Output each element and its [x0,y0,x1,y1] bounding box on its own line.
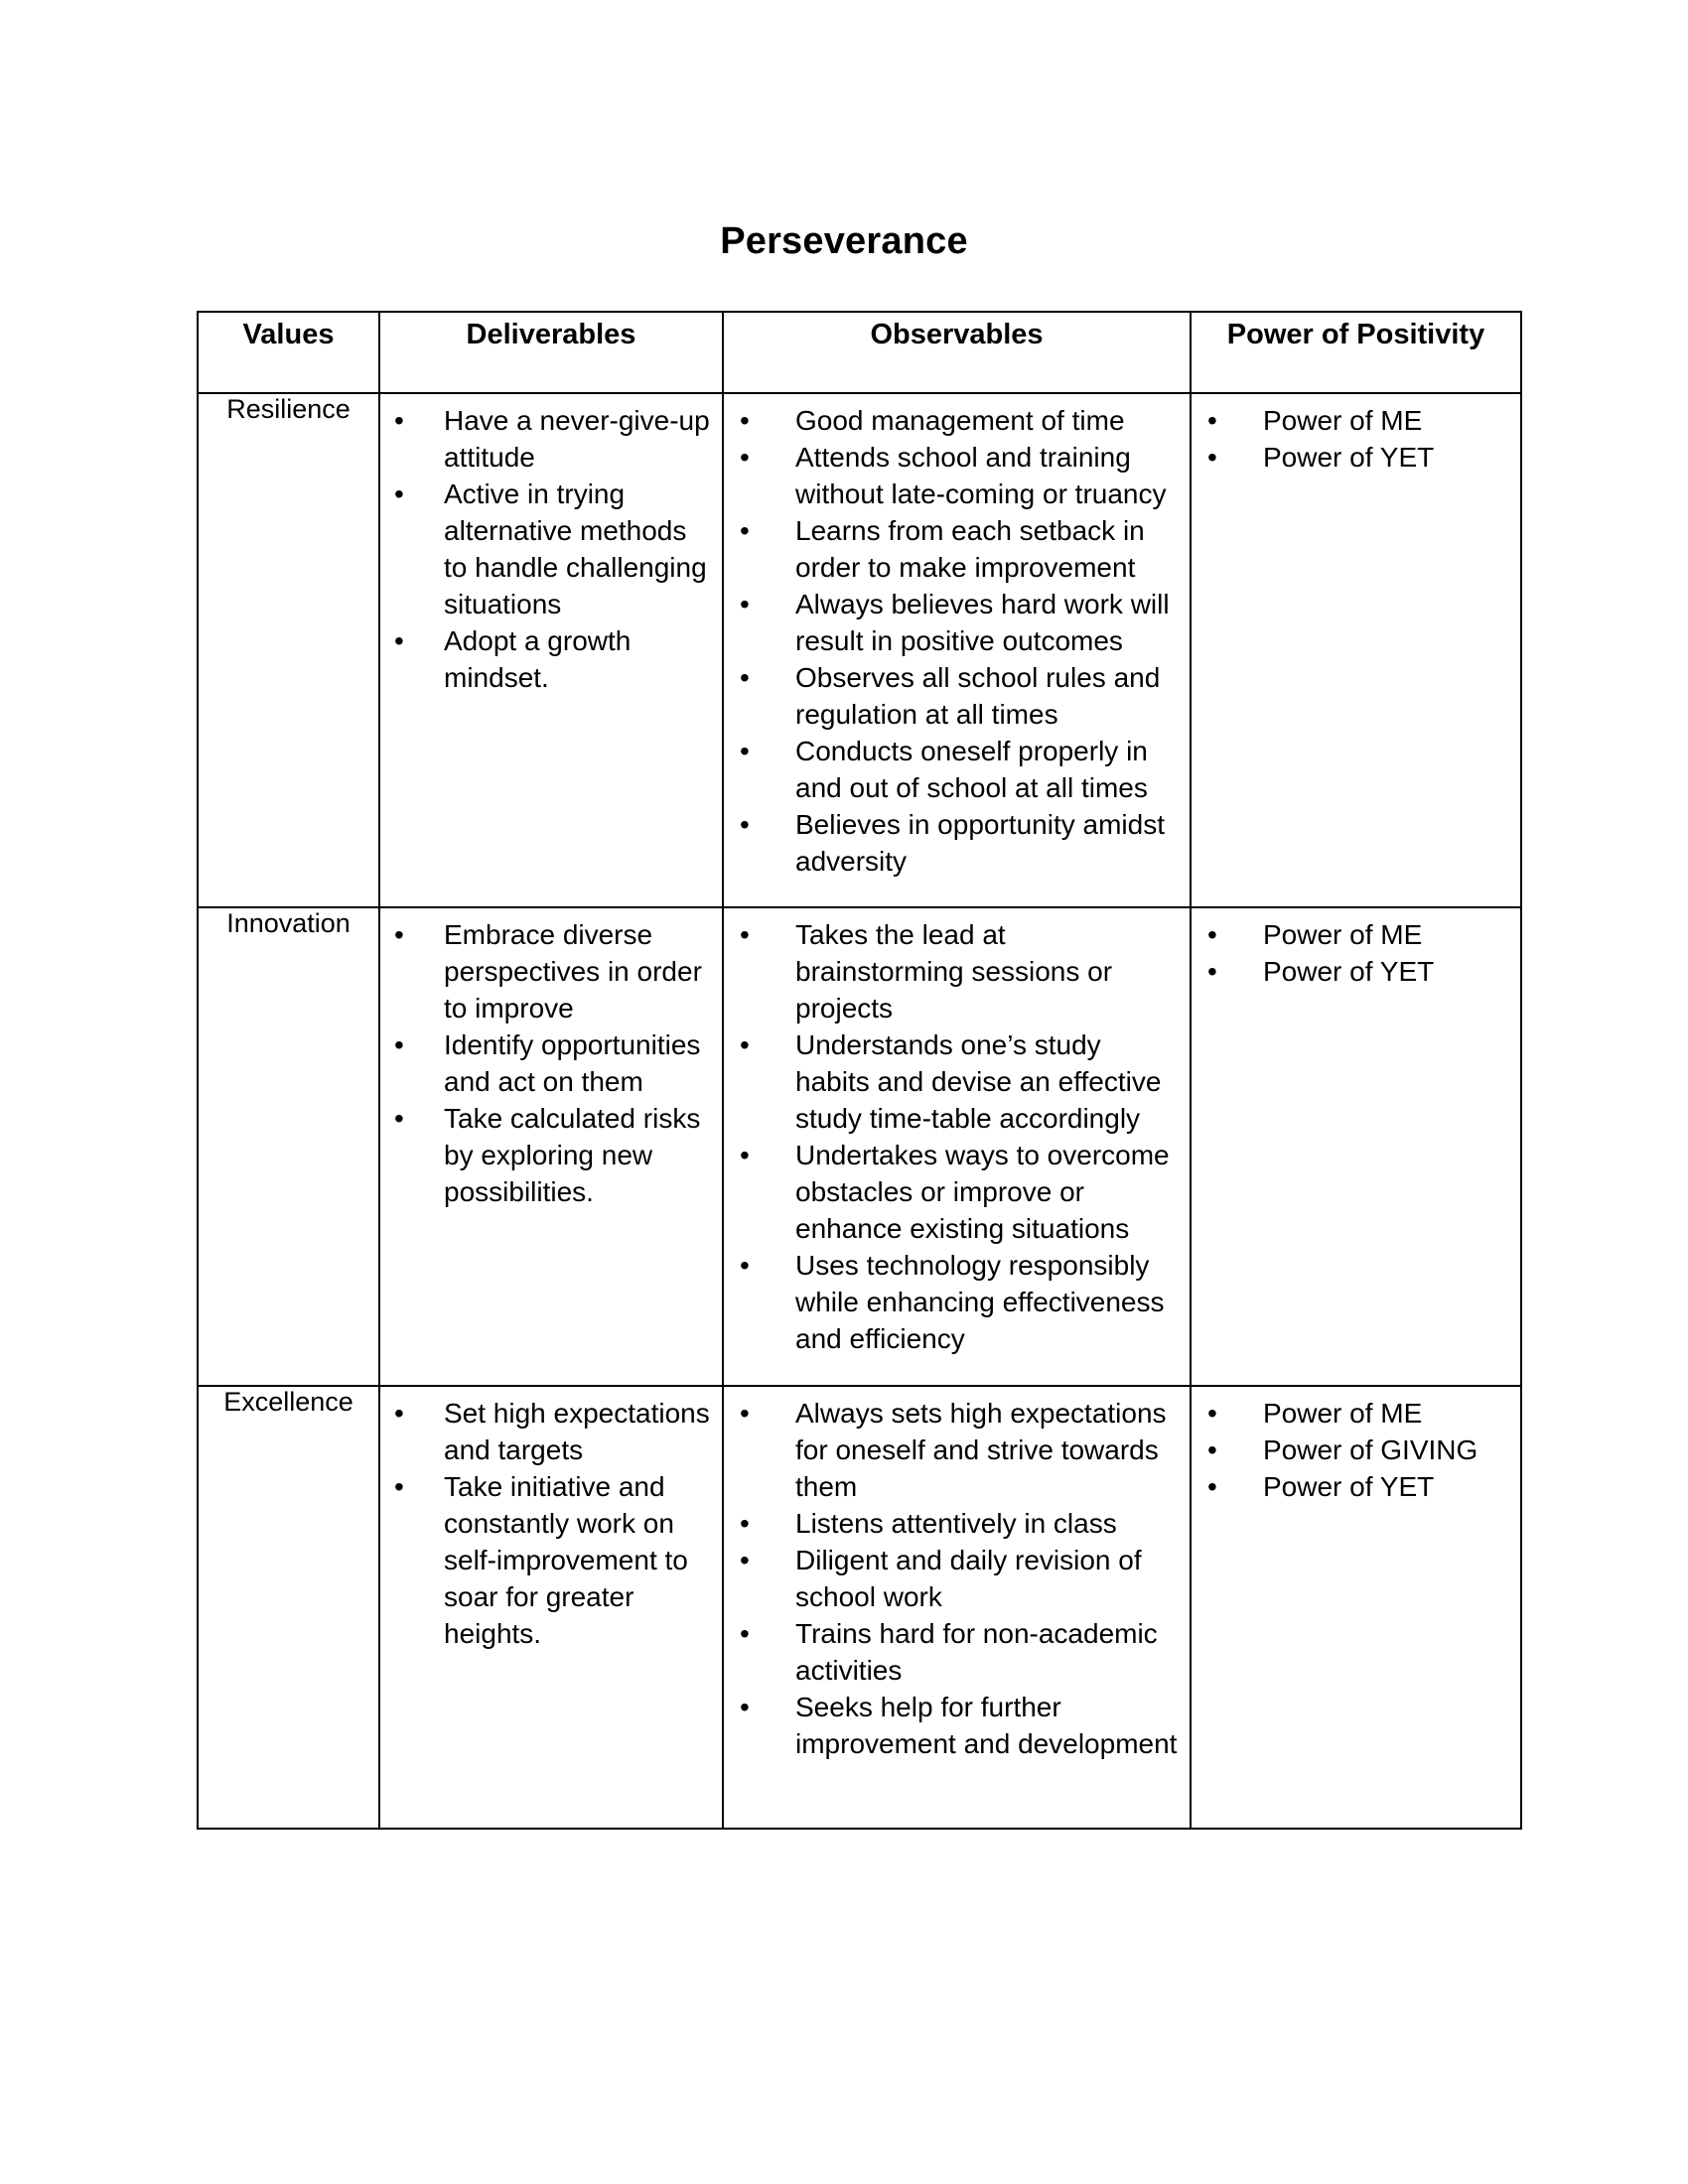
list-item: • Power of YET [1192,1468,1510,1505]
power-list [1192,908,1520,990]
header-power-of-positivity: Power of Positivity [1191,312,1521,393]
list-item: • Take calculated risks by exploring new possibilities. [380,1100,712,1210]
list-item: • Have a never-give-up attitude [380,402,712,476]
header-deliverables: Deliverables [379,312,723,393]
list-item: • Set high expectations and targets [380,1395,712,1468]
header-observables: Observables [723,312,1191,393]
header-values: Values [198,312,379,393]
power-list [1192,1387,1520,1505]
list-item: • Power of ME [1192,1395,1510,1432]
table-row-resilience [198,393,1521,907]
list-item: • Good management of time [724,402,1180,439]
list-item: • Conducts oneself properly in and out of school at all times [724,733,1180,806]
observables-cell [723,907,1191,1386]
list-item: • Embrace diverse perspectives in order to improve [380,916,712,1026]
observables-cell [723,393,1191,907]
power-cell [1191,907,1521,1386]
deliverables-list [380,908,722,1210]
list-item: • Believes in opportunity amidst adversity [724,806,1180,880]
table-row-excellence [198,1386,1521,1829]
list-item: • Always sets high expectations for oneself and strive towards them [724,1395,1180,1505]
value-cell: Resilience [198,393,379,907]
list-item: • Uses technology responsibly while enhancing effectiveness and efficiency [724,1247,1180,1357]
list-item: • Active in trying alternative methods to handle challenging situations [380,476,712,622]
list-item: • Power of ME [1192,402,1510,439]
list-item: • Listens attentively in class [724,1505,1180,1542]
list-item: • Adopt a growth mindset. [380,622,712,696]
observables-list [724,908,1190,1357]
values-table [197,311,1522,1830]
list-item: • Power of YET [1192,953,1510,990]
deliverables-cell [379,393,723,907]
list-item: • Power of YET [1192,439,1510,476]
list-item: • Takes the lead at brainstorming sessions or projects [724,916,1180,1026]
deliverables-cell [379,1386,723,1829]
list-item: • Trains hard for non-academic activities [724,1615,1180,1689]
value-cell: Excellence [198,1386,379,1829]
list-item: • Identify opportunities and act on them [380,1026,712,1100]
list-item: • Undertakes ways to overcome obstacles or improve or enhance existing situations [724,1137,1180,1247]
list-item: • Power of ME [1192,916,1510,953]
observables-list [724,1387,1190,1762]
value-cell: Innovation [198,907,379,1386]
table-row-innovation [198,907,1521,1386]
power-list [1192,394,1520,476]
deliverables-list [380,1387,722,1652]
list-item: • Diligent and daily revision of school work [724,1542,1180,1615]
list-item: • Seeks help for further improvement and development [724,1689,1180,1762]
list-item: • Attends school and training without late-coming or truancy [724,439,1180,512]
table-header-row [198,312,1521,393]
power-cell [1191,1386,1521,1829]
list-item: • Learns from each setback in order to make improvement [724,512,1180,586]
power-cell [1191,393,1521,907]
list-item: • Take initiative and constantly work on self-improvement to soar for greater heights. [380,1468,712,1652]
deliverables-list [380,394,722,696]
observables-list [724,394,1190,880]
page-title: Perseverance [720,220,968,262]
list-item: • Always believes hard work will result in positive outcomes [724,586,1180,659]
list-item: • Power of GIVING [1192,1432,1510,1468]
list-item: • Observes all school rules and regulation at all times [724,659,1180,733]
deliverables-cell [379,907,723,1386]
list-item: • Understands one’s study habits and devise an effective study time-table accordingly [724,1026,1180,1137]
observables-cell [723,1386,1191,1829]
